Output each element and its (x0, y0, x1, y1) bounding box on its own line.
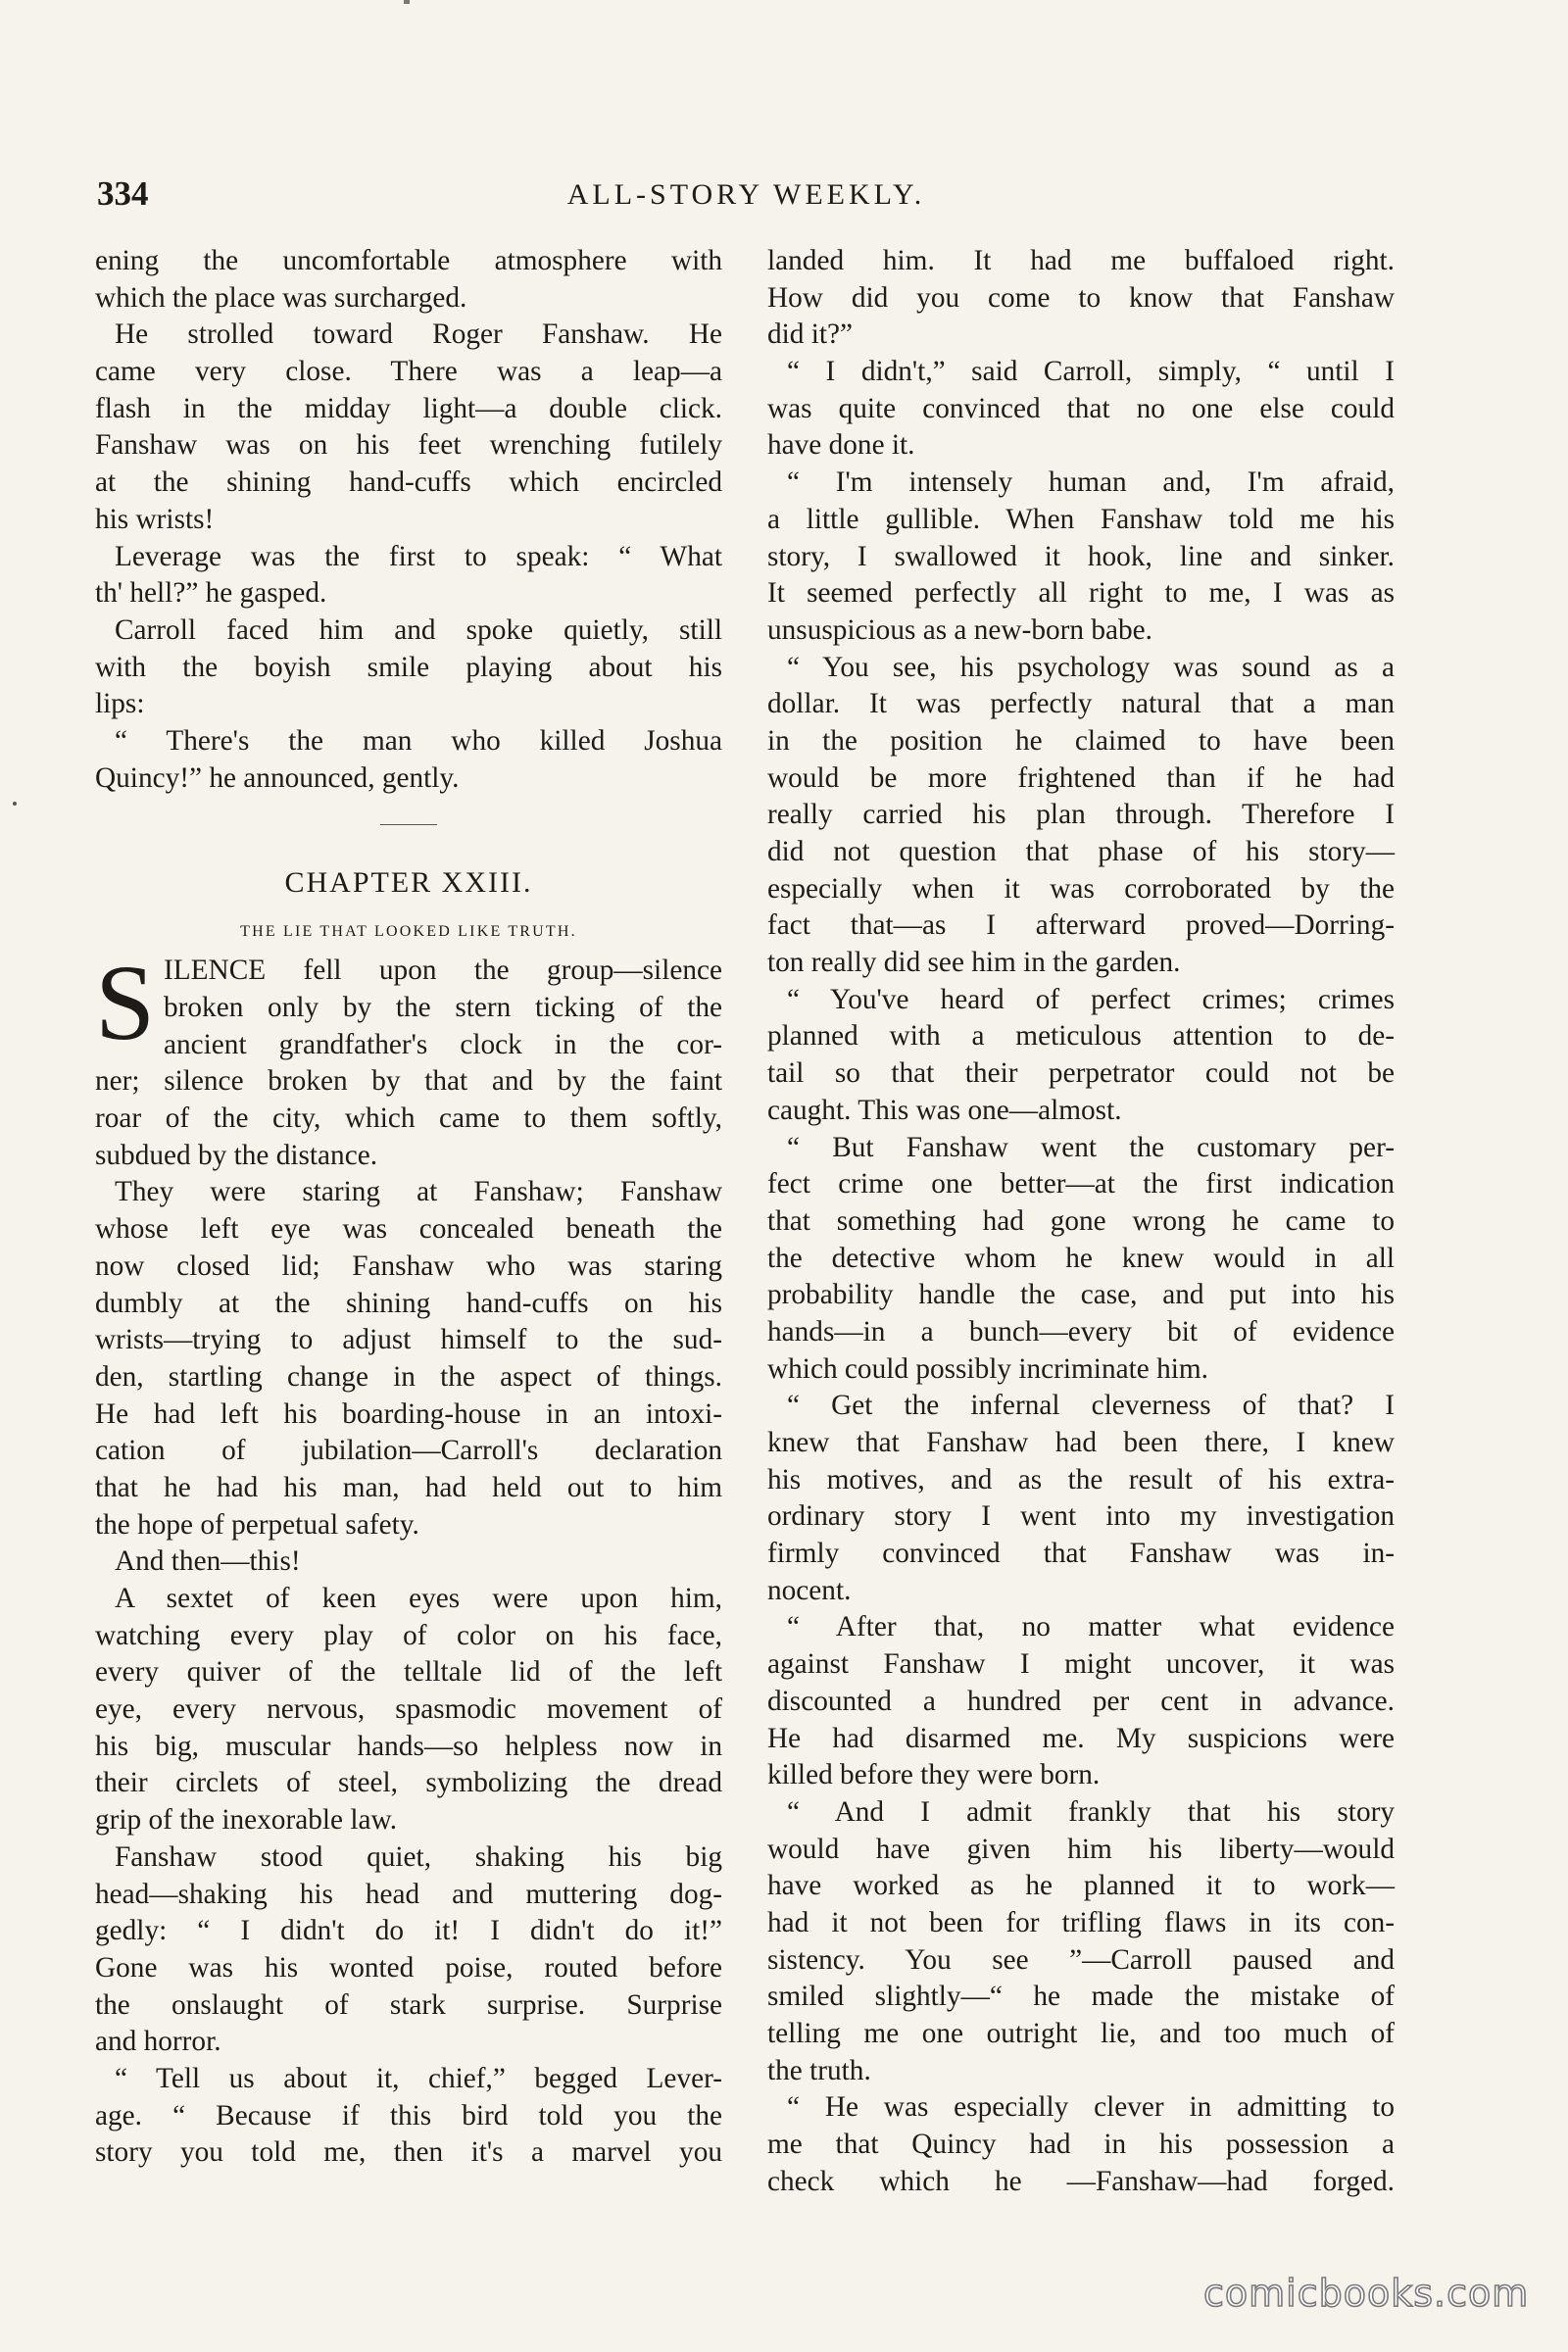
text-line: He had disarmed me. My suspicions were (767, 1722, 1395, 1754)
text-line: at the shining hand-cuffs which encircled (95, 466, 722, 499)
page-number: 334 (97, 174, 149, 213)
text-line: He strolled toward Roger Fanshaw. He (115, 318, 722, 351)
text-line: the hope of perpetual safety. (95, 1508, 419, 1541)
text-line: Quincy!” he announced, gently. (95, 761, 460, 794)
text-line: nocent. (767, 1574, 852, 1606)
text-line: ILENCE fell upon the group—silence (164, 955, 722, 987)
text-line: “ I didn't,” said Carroll, simply, “ until I (787, 356, 1395, 388)
text-line: Leverage was the first to speak: “ What (115, 540, 722, 572)
text-line: their circlets of steel, symbolizing the dread (95, 1767, 722, 1799)
text-line: He had left his boarding-house in an intoxi- (95, 1397, 722, 1430)
text-line: “ But Fanshaw went the customary per- (787, 1131, 1395, 1163)
text-line: came very close. There was a leap—a (95, 356, 722, 388)
text-line: Fanshaw stood quiet, shaking his big (115, 1840, 722, 1873)
text-line: “ There's the man who killed Joshua (115, 724, 722, 757)
text-line: really carried his plan through. Therefore I (767, 799, 1395, 831)
text-line: now closed lid; Fanshaw who was staring (95, 1250, 722, 1282)
text-line: Fanshaw was on his feet wrenching futilely (95, 429, 722, 462)
text-line: ening the uncomfortable atmosphere with (95, 245, 722, 276)
text-line: ner; silence broken by that and by the faint (95, 1065, 722, 1098)
text-line: unsuspicious as a new-born babe. (767, 613, 1152, 646)
text-line: A sextet of keen eyes were upon him, (115, 1583, 722, 1614)
text-line: his wrists! (95, 503, 215, 535)
text-line: probability handle the case, and put into his (767, 1279, 1395, 1311)
text-line: smiled slightly—“ he made the mistake of (767, 1981, 1395, 2013)
text-line: And then—this! (115, 1545, 301, 1578)
left-column-text-before-chapter (95, 243, 722, 797)
running-head: ALL-STORY WEEKLY. (566, 178, 926, 211)
text-line: would have given him his liberty—would (767, 1833, 1395, 1865)
text-line: knew that Fanshaw had been there, I knew (767, 1427, 1395, 1458)
text-line: hands—in a bunch—every bit of evidence (767, 1315, 1395, 1348)
text-line: and horror. (95, 2026, 221, 2058)
text-line: in the position he claimed to have been (767, 724, 1395, 757)
text-line: flash in the midday light—a double click. (95, 392, 722, 424)
text-line: “ You see, his psychology was sound as a (787, 651, 1395, 683)
text-line: me that Quincy had in his possession a (767, 2129, 1395, 2161)
text-line: sistency. You see ”—Carroll paused and (767, 1943, 1395, 1976)
text-line: firmly convinced that Fanshaw was in- (767, 1538, 1395, 1570)
text-line: story, I swallowed it hook, line and sinker. (767, 540, 1395, 572)
text-line: “ After that, no matter what evidence (787, 1611, 1395, 1643)
text-line: wrists—trying to adjust himself to the sud- (95, 1324, 722, 1356)
text-line: dollar. It was perfectly natural that a man (767, 688, 1395, 720)
page-header (97, 174, 1396, 223)
text-line: fact that—as I afterward proved—Dorring- (767, 909, 1395, 942)
drop-cap: S (95, 943, 156, 1063)
left-column-text-after-chapter (95, 1063, 722, 2172)
text-line: “ And I admit frankly that his story (787, 1795, 1395, 1828)
text-line: landed him. It had me buffaloed right. (767, 245, 1395, 276)
text-line: the onslaught of stark surprise. Surprise (95, 1988, 722, 2021)
section-divider (380, 824, 437, 825)
right-column-text (767, 243, 1395, 2200)
text-line: story you told me, then it's a marvel you (95, 2136, 722, 2169)
text-line: discounted a hundred per cent in advance. (767, 1685, 1395, 1717)
text-line: that something had gone wrong he came to (767, 1204, 1395, 1237)
text-line: age. “ Because if this bird told you the (95, 2099, 722, 2132)
watermark-logo: comicbooks.com (1203, 2272, 1530, 2315)
text-line: broken only by the stern ticking of the (164, 992, 722, 1023)
text-line: killed before they were born. (767, 1759, 1101, 1791)
text-line: every quiver of the telltale lid of the left (95, 1656, 722, 1689)
print-speck (404, 0, 410, 4)
text-line: roar of the city, which came to them softly, (95, 1102, 722, 1135)
text-line: against Fanshaw I might uncover, it was (767, 1648, 1395, 1681)
text-line: ancient grandfather's clock in the cor- (164, 1028, 722, 1060)
text-line: have done it. (767, 429, 915, 462)
text-line: caught. This was one—almost. (767, 1094, 1122, 1126)
text-line: especially when it was corroborated by the (767, 872, 1395, 905)
text-line: gedly: “ I didn't do it! I didn't do it!” (95, 1915, 722, 1947)
left-column (95, 243, 722, 2172)
text-line: his big, muscular hands—so helpless now in (95, 1730, 722, 1762)
text-line: did it?” (767, 318, 854, 351)
text-line: Gone was his wonted poise, routed before (95, 1951, 722, 1984)
text-line: head—shaking his head and muttering dog- (95, 1878, 722, 1910)
text-line: would be more frightened than if he had (767, 761, 1395, 794)
text-line: grip of the inexorable law. (95, 1804, 398, 1837)
text-line: have worked as he planned it to work— (767, 1870, 1395, 1902)
text-line: It seemed perfectly all right to me, I was as (767, 577, 1395, 610)
text-line: eye, every nervous, spasmodic movement of (95, 1693, 722, 1726)
text-line: lips: (95, 688, 145, 720)
text-line: “ Tell us about it, chief,” begged Lever- (115, 2062, 722, 2094)
text-line: fect crime one better—at the first indication (767, 1168, 1395, 1200)
text-line: “ I'm intensely human and, I'm afraid, (787, 466, 1395, 499)
text-line: which the place was surcharged. (95, 281, 467, 314)
text-line: check which he —Fanshaw—had forged. (767, 2165, 1395, 2197)
text-line: planned with a meticulous attention to de- (767, 1020, 1395, 1053)
text-line: had it not been for trifling flaws in its con- (767, 1906, 1395, 1938)
text-line: They were staring at Fanshaw; Fanshaw (115, 1176, 722, 1208)
chapter-subtitle: THE LIE THAT LOOKED LIKE TRUTH. (240, 923, 577, 941)
text-line: was quite convinced that no one else could (767, 392, 1395, 424)
text-line: with the boyish smile playing about his (95, 651, 722, 683)
print-speck (13, 802, 17, 806)
text-line: subdued by the distance. (95, 1139, 378, 1171)
text-line: “ You've heard of perfect crimes; crimes (787, 983, 1395, 1015)
text-line: How did you come to know that Fanshaw (767, 281, 1395, 314)
text-line: tail so that their perpetrator could not be (767, 1057, 1395, 1090)
text-line: dumbly at the shining hand-cuffs on his (95, 1287, 722, 1319)
chapter-title: CHAPTER XXIII. (284, 866, 533, 900)
text-line: his motives, and as the result of his extra- (767, 1463, 1395, 1495)
text-line: den, startling change in the aspect of things. (95, 1360, 722, 1393)
text-line: that he had his man, had held out to him (95, 1471, 722, 1503)
text-line: whose left eye was concealed beneath the (95, 1213, 722, 1246)
text-line: ordinary story I went into my investigation (767, 1500, 1395, 1533)
chapter-opening (95, 943, 722, 1063)
text-line: Carroll faced him and spoke quietly, still (115, 613, 722, 646)
text-line: ton really did see him in the garden. (767, 947, 1181, 979)
text-line: which could possibly incriminate him. (767, 1352, 1208, 1385)
text-line: th' hell?” he gasped. (95, 577, 327, 610)
right-column (767, 243, 1395, 2200)
text-line: the truth. (767, 2054, 871, 2086)
text-line: a little gullible. When Fanshaw told me his (767, 503, 1395, 535)
text-line: did not question that phase of his story— (767, 836, 1395, 867)
text-line: telling me one outright lie, and too much of (767, 2018, 1395, 2049)
text-line: watching every play of color on his face, (95, 1619, 722, 1651)
text-line: the detective whom he knew would in all (767, 1242, 1395, 1274)
text-line: “ Get the infernal cleverness of that? I (787, 1390, 1395, 1422)
text-line: “ He was especially clever in admitting to (787, 2091, 1395, 2124)
text-line: cation of jubilation—Carroll's declaration (95, 1435, 722, 1467)
